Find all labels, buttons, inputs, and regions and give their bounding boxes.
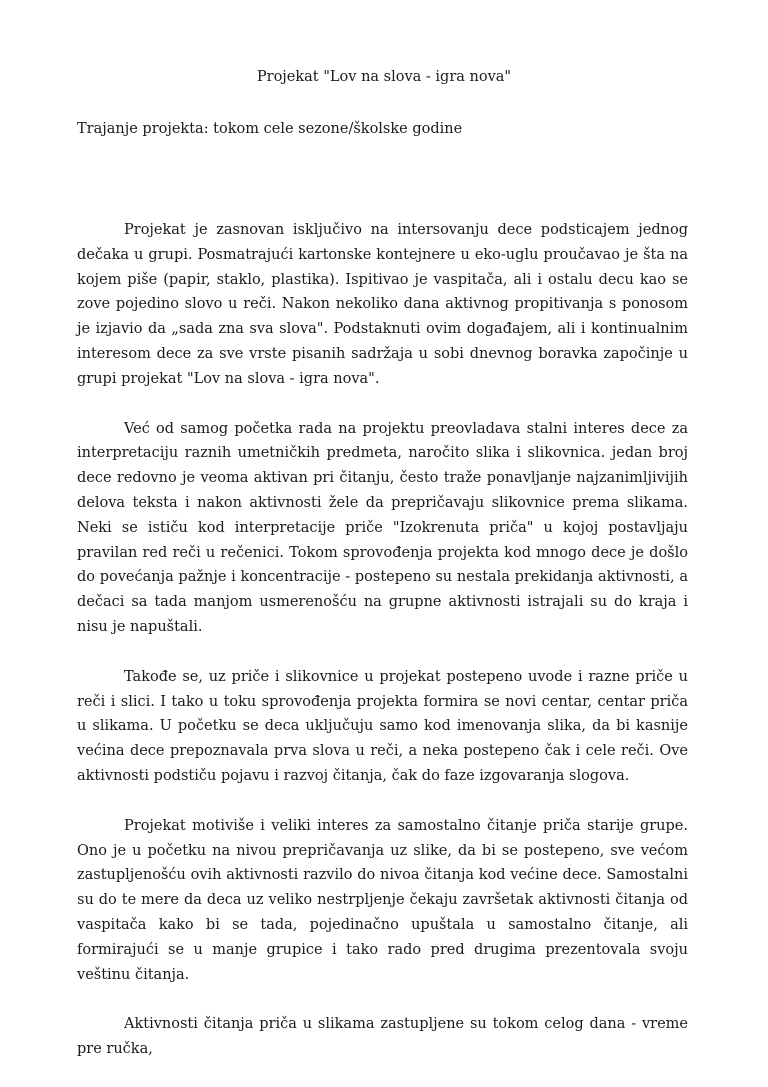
paragraph: Projekat je zasnovan isključivo na intersovanju dece podsticajem jednog dečaka u grupi. Posmatrajući kartonske kontejnere u eko-uglu proučavao je šta na kojem piše (papir, staklo, plastika). Ispitivao je vaspitača, ali i ostalu decu kao se zove pojedino slovo u reči. Nakon nekoliko dana aktivnog propitivanja s ponosom je izjavio da „sada zna sva slova". Podstaknuti ovim događajem, ali i kontinualnim interesom dece za sve vrste pisanih sadržaja u sobi dnevnog boravka započinje u grupi projekat "Lov na slova - igra nova". — [77, 222, 688, 387]
paragraph: Takođe se, uz priče i slikovnice u projekat postepeno uvode i razne priče u reči i slici. I tako u toku sprovođenja projekta formira se novi centar, centar priča u slikama. U početku se deca uključuju samo kod imenovanja slika, da bi kasnije većina dece prepoznavala prva slova u reči, a neka postepeno čak i cele reči. Ove aktivnosti podstiču pojavu i razvoj čitanja, čak do faze izgovaranja slogova. — [77, 668, 688, 784]
paragraph: Već od samog početka rada na projektu preovladava stalni interes dece za interpretaciju raznih umetničkih predmeta, naročito slika i slikovnica. jedan broj dece redovno je veoma aktivan pri čitanju, često traže ponavljanje najzanimljivijih delova teksta i nakon aktivnosti žele da prepričavaju slikovnice prema slikama. Neki se ističu kod interpretacije priče "Izokrenuta priča" u kojoj postavljaju pravilan red reči u rečenici. Tokom sprovođenja projekta kod mnogo dece je došlo do povećanja pažnje i koncentracije - postepeno su nestala prekidanja aktivnosti, a dečaci sa tada manjom usmerenošću na grupne aktivnosti istrajali su do kraja i nisu je napuštali. — [77, 420, 688, 635]
document-body — [77, 218, 688, 1087]
paragraph: Projekat motiviše i veliki interes za samostalno čitanje priča starije grupe. Ono je u početku na nivou prepričavanja uz slike, da bi se postepeno, sve većom zastupljenošću ovih aktivnosti razvilo do nivoa čitanja kod većine dece. Samostalni su do te mere da deca uz veliko nestrpljenje čekaju završetak aktivnosti čitanja od vaspitača kako bi se tada, pojedinačno upuštala u samostalno čitanje, ali formirajući se u manje grupice i tako rado pred drugima prezentovala svoju veštinu čitanja. — [77, 817, 688, 983]
document-title: Projekat "Lov na slova - igra nova" — [256, 69, 512, 85]
project-duration: Trajanje projekta: tokom cele sezone/školske godine — [77, 121, 463, 137]
paragraph: Aktivnosti čitanja priča u slikama zastupljene su tokom celog dana - vreme pre ručka, — [77, 1016, 688, 1058]
